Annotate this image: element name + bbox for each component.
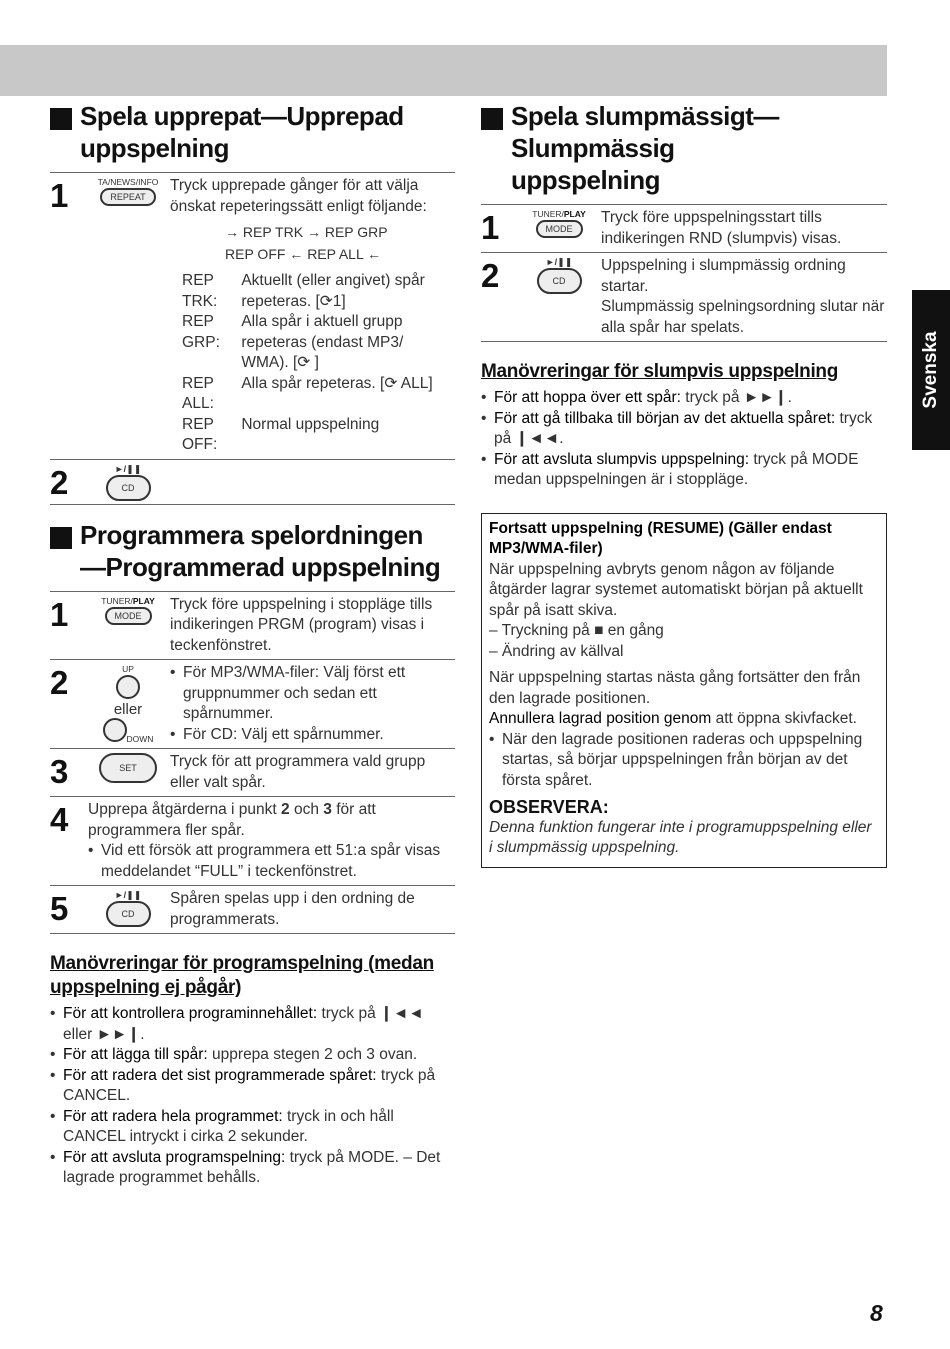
mode-button-icon: TUNER/PLAY MODE [517,205,601,252]
header-bar [0,45,887,96]
section-square-icon [50,527,72,549]
resume-box: Fortsatt uppspelning (RESUME) (Gäller endast MP3/WMA-filer) När uppspelning avbryts genom någon av följande åtgärder lagrar systemet automatiskt början på aktuellt spår på isatt skiva. – Tryckning på ■ en gång – Ändring av källval När uppspelning startas nästa gång fortsätter den från den lagrade positionen. Annullera lagrad position genom att öppna skivfacket. • När den lagrade positionen raderas och uppspelning startas, så börjar uppspelningen från början av det första spåret. OBSERVERA: Denna funktion fungerar inte i programuppspelning eller i slumpmässig uppspelning. [481,513,887,868]
cd-button-icon: ►/❚❚ CD [86,886,170,933]
random-heading: Spela slumpmässigt—Slumpmässig uppspelning [481,100,887,196]
section-square-icon [481,108,503,130]
down-button-icon [103,718,127,742]
right-column [481,100,887,868]
cd-button-icon: ►/❚❚ CD [517,253,601,341]
program-heading: Programmera spelordningen —Programmerad uppspelning [50,519,455,583]
page-number: 8 [870,1300,883,1326]
repeat-step-2: 2 ►/❚❚ CD [50,459,455,505]
program-ops-heading: Manövreringar för programspelning (medan uppspelning ej pågår) [50,953,434,998]
program-step-2: 2 UP eller DOWN • För MP3/WMA-filer: Välj först ett gruppnummer och sedan ett spårnummer. • För CD: Välj ett spårnummer. [50,659,455,748]
random-step-2: 2 ►/❚❚ CD Uppspelning i slumpmässig ordning startar. Slumpmässig spelningsordning slutar när alla spår har spelats. [481,252,887,342]
repeat-modes-table: REP TRK: Aktuellt (eller angivet) spår repeteras. [⟳1] REP GRP: Alla spår i aktuell grupp repeteras (endast MP3/ WMA). [⟳ ] REP ALL: Alla spår repeteras. [⟳ ALL] REP OFF: Normal uppspelning [182,272,433,453]
up-down-buttons-icon: UP eller DOWN [86,660,170,748]
left-column [50,100,455,1189]
random-ops-heading: Manövreringar för slumpvis uppspelning [481,361,839,382]
language-tab: Svenska [912,290,950,450]
mode-button-icon: TUNER/PLAY MODE [86,592,170,660]
cd-button-icon: ►/❚❚ CD [86,460,170,504]
set-button-icon: SET [86,749,170,796]
repeat-step-1 [50,172,455,459]
repeat-button-icon: TA/NEWS/INFO REPEAT [86,173,170,459]
program-step-5: 5 ►/❚❚ CD Spåren spelas upp i den ordning de programmerats. [50,885,455,934]
random-step-1: 1 TUNER/PLAY MODE Tryck före uppspelningsstart tills indikeringen RND (slumpvis) visas. [481,204,887,252]
step-text: Tryck upprepade gånger för att välja önskat repeteringssätt enligt följande: [170,177,427,215]
repeat-heading: Spela upprepat—Upprepad uppspelning [50,100,455,164]
program-step-4: 4 Upprepa åtgärderna i punkt 2 och 3 för att programmera fler spår. • Vid ett försök att programmera ett 51:a spår visas meddelandet “FULL” i teckenfönstret. [50,796,455,885]
program-step-3: 3 SET Tryck för att programmera vald grupp eller valt spår. [50,748,455,796]
observera-heading: OBSERVERA: [489,797,609,817]
observera-note: Denna funktion fungerar inte i programuppspelning eller i slumpmässig uppspelning. [489,818,872,856]
up-button-icon [116,675,140,699]
section-square-icon [50,108,72,130]
step-number: 1 [50,177,69,214]
repeat-flow: → REP TRK → REP GRP REP OFF ← REP ALL ← [225,224,388,262]
program-step-1: 1 TUNER/PLAY MODE Tryck före uppspelning i stoppläge tills indikeringen PRGM (program) visas i teckenfönstret. [50,591,455,660]
random-ops-list: • För att hoppa över ett spår: tryck på ►►❙. • För att gå tillbaka till början av det aktuella spåret: tryck på ❙◄◄. • För att avsluta slumpvis uppspelning: tryck på MODE medan uppspelningen är i stoppläge. [481,388,887,491]
program-ops-list: • För att kontrollera programinnehållet: tryck på ❙◄◄ eller ►►❙. • För att lägga till spår: upprepa stegen 2 och 3 ovan. • För att radera det sist programmerade spåret: tryck på CANCEL. • För att radera hela programmet: tryck in och håll CANCEL intryckt i cirka 2 sekunder. • För att avsluta programspelning: tryck på MODE. – Det lagrade programmet behålls. [50,1004,455,1189]
